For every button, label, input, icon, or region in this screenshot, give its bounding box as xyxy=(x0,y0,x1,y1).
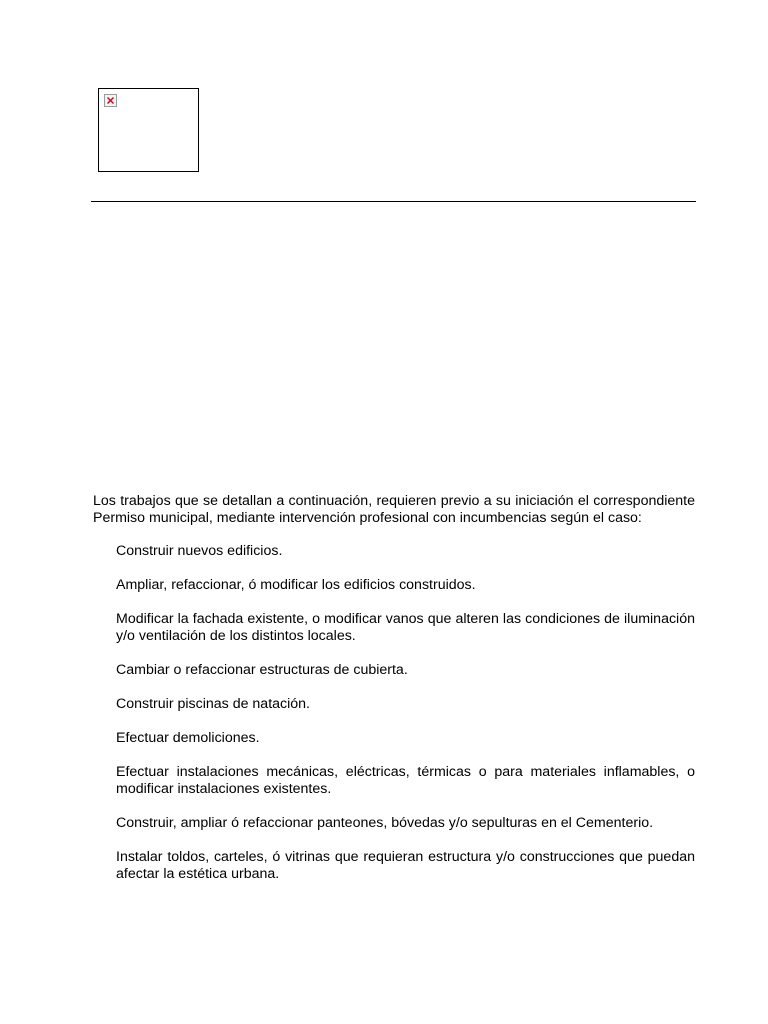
list-item: Efectuar demoliciones. xyxy=(116,730,260,746)
list-item: Cambiar o refaccionar estructuras de cubierta. xyxy=(116,662,408,678)
header-divider xyxy=(91,201,696,202)
broken-image-icon xyxy=(104,94,117,107)
list-item: Efectuar instalaciones mecánicas, eléctricas, térmicas o para materiales inflamables, o modificar instalaciones existentes. xyxy=(116,764,695,797)
list-item: Construir, ampliar ó refaccionar panteones, bóvedas y/o sepulturas en el Cementerio. xyxy=(116,815,654,831)
works-list xyxy=(93,543,695,883)
list-item: Construir nuevos edificios. xyxy=(116,543,283,559)
list-item: Instalar toldos, carteles, ó vitrinas que requieran estructura y/o construcciones que puedan afectar la estética urbana. xyxy=(116,849,695,882)
header-image-placeholder xyxy=(98,88,199,172)
list-item: Ampliar, refaccionar, ó modificar los edificios construidos. xyxy=(116,577,476,593)
document-body xyxy=(93,493,695,900)
list-item: Construir piscinas de natación. xyxy=(116,696,310,712)
list-item: Modificar la fachada existente, o modificar vanos que alteren las condiciones de iluminación y/o ventilación de los distintos locales. xyxy=(116,611,695,644)
intro-paragraph: Los trabajos que se detallan a continuación, requieren previo a su iniciación el correspondiente Permiso municipal, mediante intervención profesional con incumbencias según el caso: xyxy=(93,493,695,526)
